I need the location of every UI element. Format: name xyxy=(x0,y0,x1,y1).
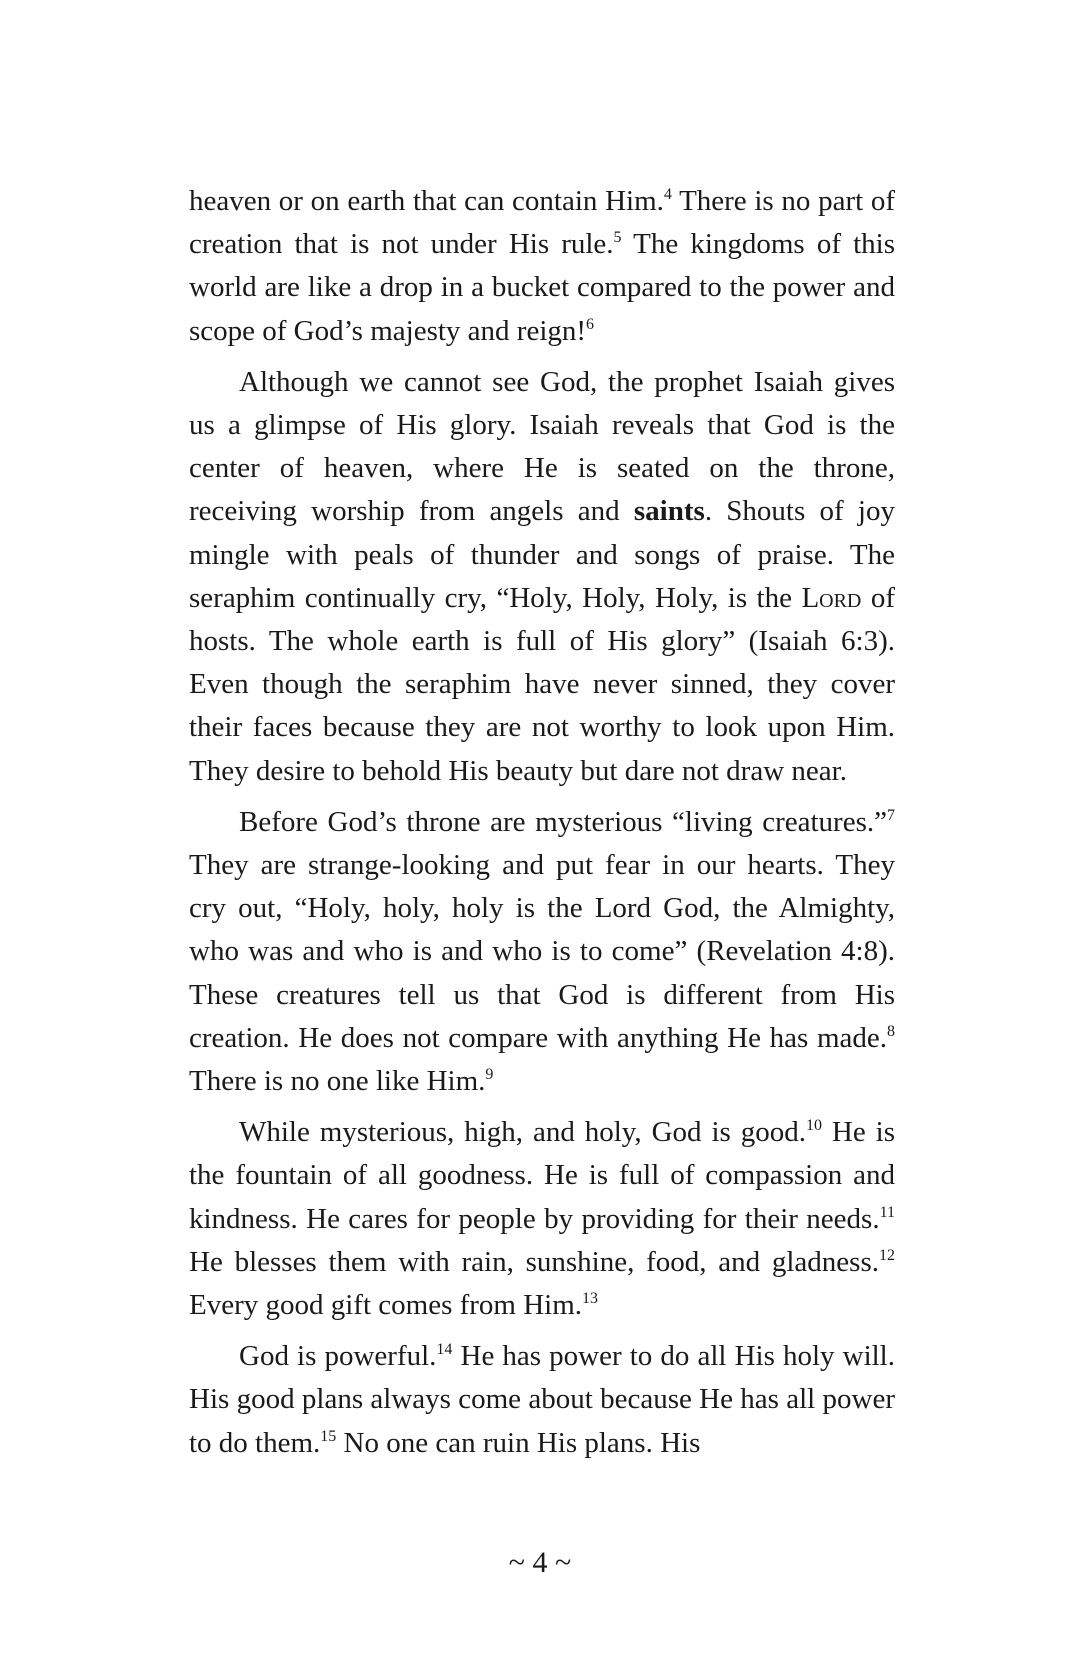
footnote-ref[interactable]: 4 xyxy=(663,186,672,203)
page-body xyxy=(189,180,895,1473)
footnote-ref[interactable]: 8 xyxy=(887,1022,895,1040)
paragraph-text: Although we cannot see God, the prophet Isaiah gives us a glimpse of His glory. Isaiah reveals that God is the center of heaven, where He is seated on the throne, receiving worship from angels and xyxy=(189,365,895,528)
footnote-ref[interactable]: 12 xyxy=(879,1246,895,1264)
paragraph-4 xyxy=(189,1111,895,1327)
footnote-ref[interactable]: 15 xyxy=(320,1427,337,1445)
paragraph-text: While mysterious, high, and holy, God is good. xyxy=(239,1116,806,1149)
page-number: ~ 4 ~ xyxy=(508,1546,572,1579)
paragraph-text: He is the fountain of all goodness. He is full of compassion and kindness. He cares for people by providing for their needs. xyxy=(189,1116,895,1235)
paragraph-text: heaven or on earth that can contain Him. xyxy=(189,185,664,217)
footnote-ref[interactable]: 13 xyxy=(582,1290,599,1308)
glossary-term: saints xyxy=(633,495,705,528)
paragraph-1 xyxy=(189,180,895,353)
paragraph-2 xyxy=(189,361,895,793)
footnote-ref[interactable]: 10 xyxy=(805,1117,822,1135)
paragraph-text: There is no one like Him. xyxy=(189,1065,486,1098)
paragraph-text: There is no part of creation that is not under His rule. xyxy=(189,185,895,261)
footnote-ref[interactable]: 9 xyxy=(485,1066,494,1084)
paragraph-text: . Shouts of joy mingle with peals of thunder and songs of praise. The seraphim continually cry, “Holy, Holy, Holy, is the xyxy=(189,495,895,614)
small-caps-lord: Lord xyxy=(801,581,862,614)
paragraph-text: They are strange-looking and put fear in our hearts. They cry out, “Holy, holy, holy is the Lord God, the Almighty, who was and who is and who is to come” (Revelation 4:8). These creatures tell us that God is different from His creation. He does not compare with anything He has made. xyxy=(189,849,895,1054)
paragraph-text: He has power to do all His holy will. His good plans always come about because He has all power to do them. xyxy=(189,1340,895,1459)
paragraph-text: Before God’s throne are mysterious “living creatures.” xyxy=(239,805,887,838)
paragraph-5 xyxy=(189,1335,895,1465)
paragraph-text: He blesses them with rain, sunshine, food, and gladness. xyxy=(189,1245,879,1278)
paragraph-text: God is powerful. xyxy=(239,1340,437,1373)
paragraph-text: Every good gift comes from Him. xyxy=(189,1289,583,1322)
paragraph-3 xyxy=(189,801,895,1103)
paragraph-text: No one can ruin His plans. His xyxy=(336,1426,701,1459)
paragraph-text: The kingdoms of this world are like a drop in a bucket compared to the power and scope of God’s majesty and reign! xyxy=(189,228,895,347)
paragraph-text: of hosts. The whole earth is full of His glory” (Isaiah 6:3). Even though the seraphim have never sinned, they cover their faces because they are not worthy to look upon Him. They desire to behold His beauty but dare not draw near. xyxy=(189,581,895,787)
footnote-ref[interactable]: 6 xyxy=(586,315,595,333)
footnote-ref[interactable]: 7 xyxy=(887,806,895,824)
footnote-ref[interactable]: 5 xyxy=(613,229,622,247)
footnote-ref[interactable]: 11 xyxy=(879,1203,895,1221)
footnote-ref[interactable]: 14 xyxy=(436,1341,453,1359)
